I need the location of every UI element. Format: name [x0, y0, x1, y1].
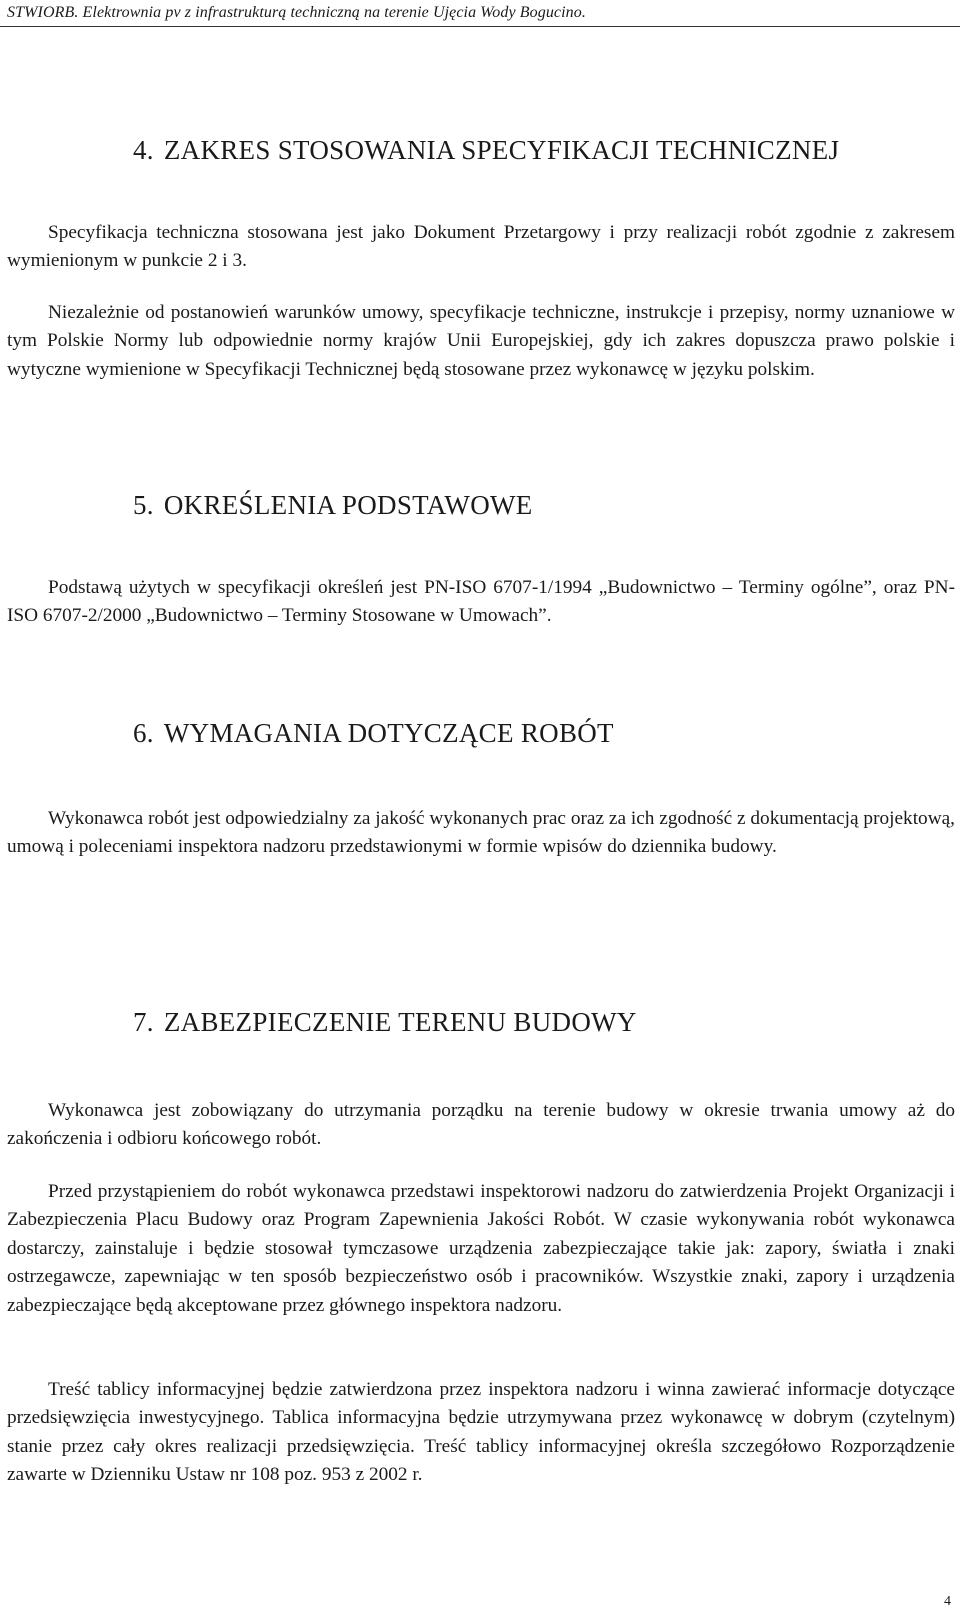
section-5-paragraph-1: Podstawą użytych w specyfikacji określeń jest PN-ISO 6707-1/1994 „Budownictwo – Terminy ogólne”, oraz PN-ISO 6707-2/2000 „Budownictwo – Terminy Stosowane w Umowach”. — [7, 577, 955, 627]
section-5-heading — [133, 490, 533, 521]
section-6-number: 6. — [133, 718, 154, 748]
running-header: STWIORB. Elektrownia pv z infrastrukturą techniczną na terenie Ujęcia Wody Bogucino. — [7, 4, 586, 21]
section-6-title: WYMAGANIA DOTYCZĄCE ROBÓT — [163, 718, 614, 748]
page-number: 4 — [944, 1594, 951, 1609]
section-7-number: 7. — [133, 1007, 154, 1037]
section-6-heading — [133, 718, 614, 749]
header-divider — [0, 26, 960, 27]
section-6-paragraph-1: Wykonawca robót jest odpowiedzialny za jakość wykonanych prac oraz za ich zgodność z dokumentacją projektową, umową i poleceniami inspektora nadzoru przedstawionymi w formie wpisów do dziennika budowy. — [7, 808, 955, 858]
section-4-number: 4. — [133, 135, 154, 165]
section-4-paragraph-1: Specyfikacja techniczna stosowana jest jako Dokument Przetargowy i przy realizacji robót zgodnie z zakresem wymienionym w punkcie 2 i 3. — [7, 222, 955, 272]
section-7-paragraph-1: Wykonawca jest zobowiązany do utrzymania porządku na terenie budowy w okresie trwania umowy aż do zakończenia i odbioru końcowego robót. — [7, 1100, 955, 1150]
section-4-title: ZAKRES STOSOWANIA SPECYFIKACJI TECHNICZNEJ — [163, 135, 840, 165]
section-4-paragraph-2: Niezależnie od postanowień warunków umowy, specyfikacje techniczne, instrukcje i przepisy, normy uznaniowe w tym Polskie Normy lub odpowiednie normy krajów Unii Europejskiej, gdy ich zakres dopuszcza prawo polskie i wytyczne wymienione w Specyfikacji Technicznej będą stosowane przez wykonawcę w języku polskim. — [7, 302, 955, 380]
section-5-title: OKREŚLENIA PODSTAWOWE — [163, 490, 533, 520]
section-7-title: ZABEZPIECZENIE TERENU BUDOWY — [163, 1007, 637, 1037]
section-7-paragraph-2: Przed przystąpieniem do robót wykonawca przedstawi inspektorowi nadzoru do zatwierdzenia Projekt Organizacji i Zabezpieczenia Placu Budowy oraz Program Zapewnienia Jakości Robót. W czasie wykonywania robót wykonawca dostarczy, zainstaluje i będzie stosował tymczasowe urządzenia zabezpieczające takie jak: zapory, światła i znaki ostrzegawcze, zapewniając w ten sposób bezpieczeństwo osób i pracowników. Wszystkie znaki, zapory i urządzenia zabezpieczające będą akceptowane przez głównego inspektora nadzoru. — [7, 1181, 955, 1316]
section-5-number: 5. — [133, 490, 154, 520]
section-7-heading — [133, 1007, 637, 1038]
section-4-heading — [133, 135, 839, 166]
section-7-paragraph-3: Treść tablicy informacyjnej będzie zatwierdzona przez inspektora nadzoru i winna zawierać informacje dotyczące przedsięwzięcia inwestycyjnego. Tablica informacyjna będzie utrzymywana przez wykonawcę w dobrym (czytelnym) stanie przez cały okres realizacji przedsięwzięcia. Treść tablicy informacyjnej określa szczegółowo Rozporządzenie zawarte w Dzienniku Ustaw nr 108 poz. 953 z 2002 r. — [7, 1379, 955, 1486]
